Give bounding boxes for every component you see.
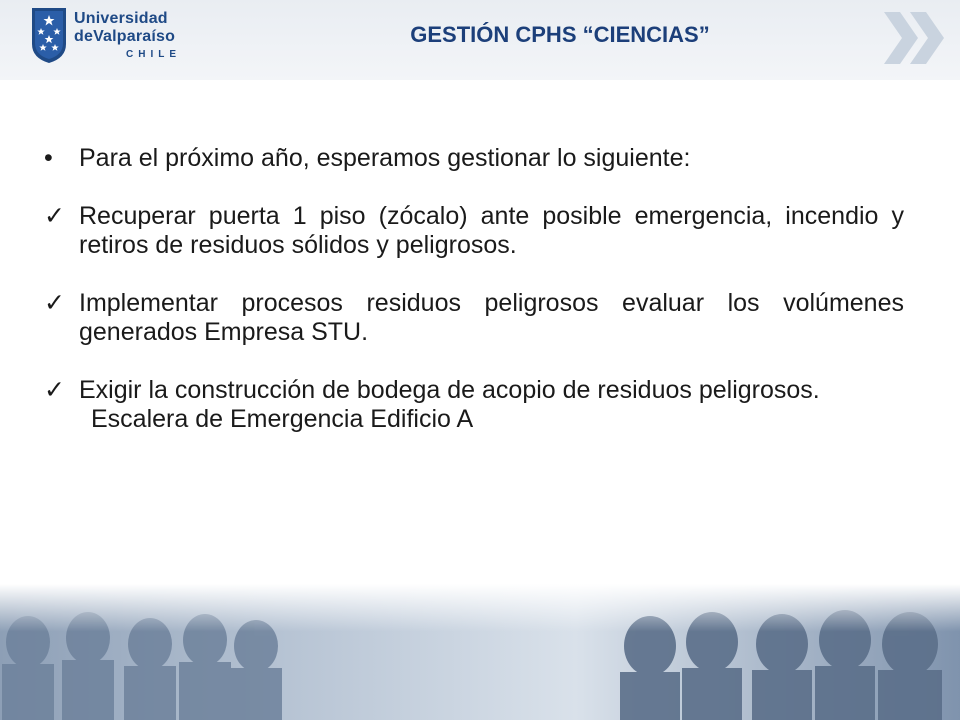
bullet-marker: • <box>44 144 53 172</box>
students-photo-strip <box>0 584 960 720</box>
check-item-text: Recuperar puerta 1 piso (zócalo) ante posible emergencia, incendio y retiros de residuos sólidos y peligrosos. <box>79 202 904 259</box>
logo-text-line1: Universidad <box>74 10 168 27</box>
checkmark-icon: ✓ <box>44 202 65 230</box>
intro-text: Para el próximo año, esperamos gestionar lo siguiente: <box>79 144 691 172</box>
intro-bullet-item <box>44 144 904 173</box>
check-item-3 <box>44 376 904 434</box>
shield-icon <box>30 6 68 64</box>
double-chevron-right-icon <box>880 8 950 68</box>
check-item-text: Exigir la construcción de bodega de acopio de residuos peligrosos. <box>79 376 820 404</box>
check-item-text: Implementar procesos residuos peligrosos evaluar los volúmenes generados Empresa STU. <box>79 289 904 346</box>
slide-title: GESTIÓN CPHS “CIENCIAS” <box>410 22 710 47</box>
check-item-subtext: Escalera de Emergencia Edificio A <box>91 405 474 433</box>
checkmark-icon: ✓ <box>44 376 65 404</box>
university-logo <box>30 6 181 72</box>
slide-content <box>44 144 904 434</box>
check-item-1 <box>44 202 904 260</box>
logo-text-line3: CHILE <box>126 49 181 60</box>
logo-text-line2: deValparaíso <box>74 28 176 45</box>
checkmark-icon: ✓ <box>44 289 65 317</box>
check-item-2 <box>44 289 904 347</box>
